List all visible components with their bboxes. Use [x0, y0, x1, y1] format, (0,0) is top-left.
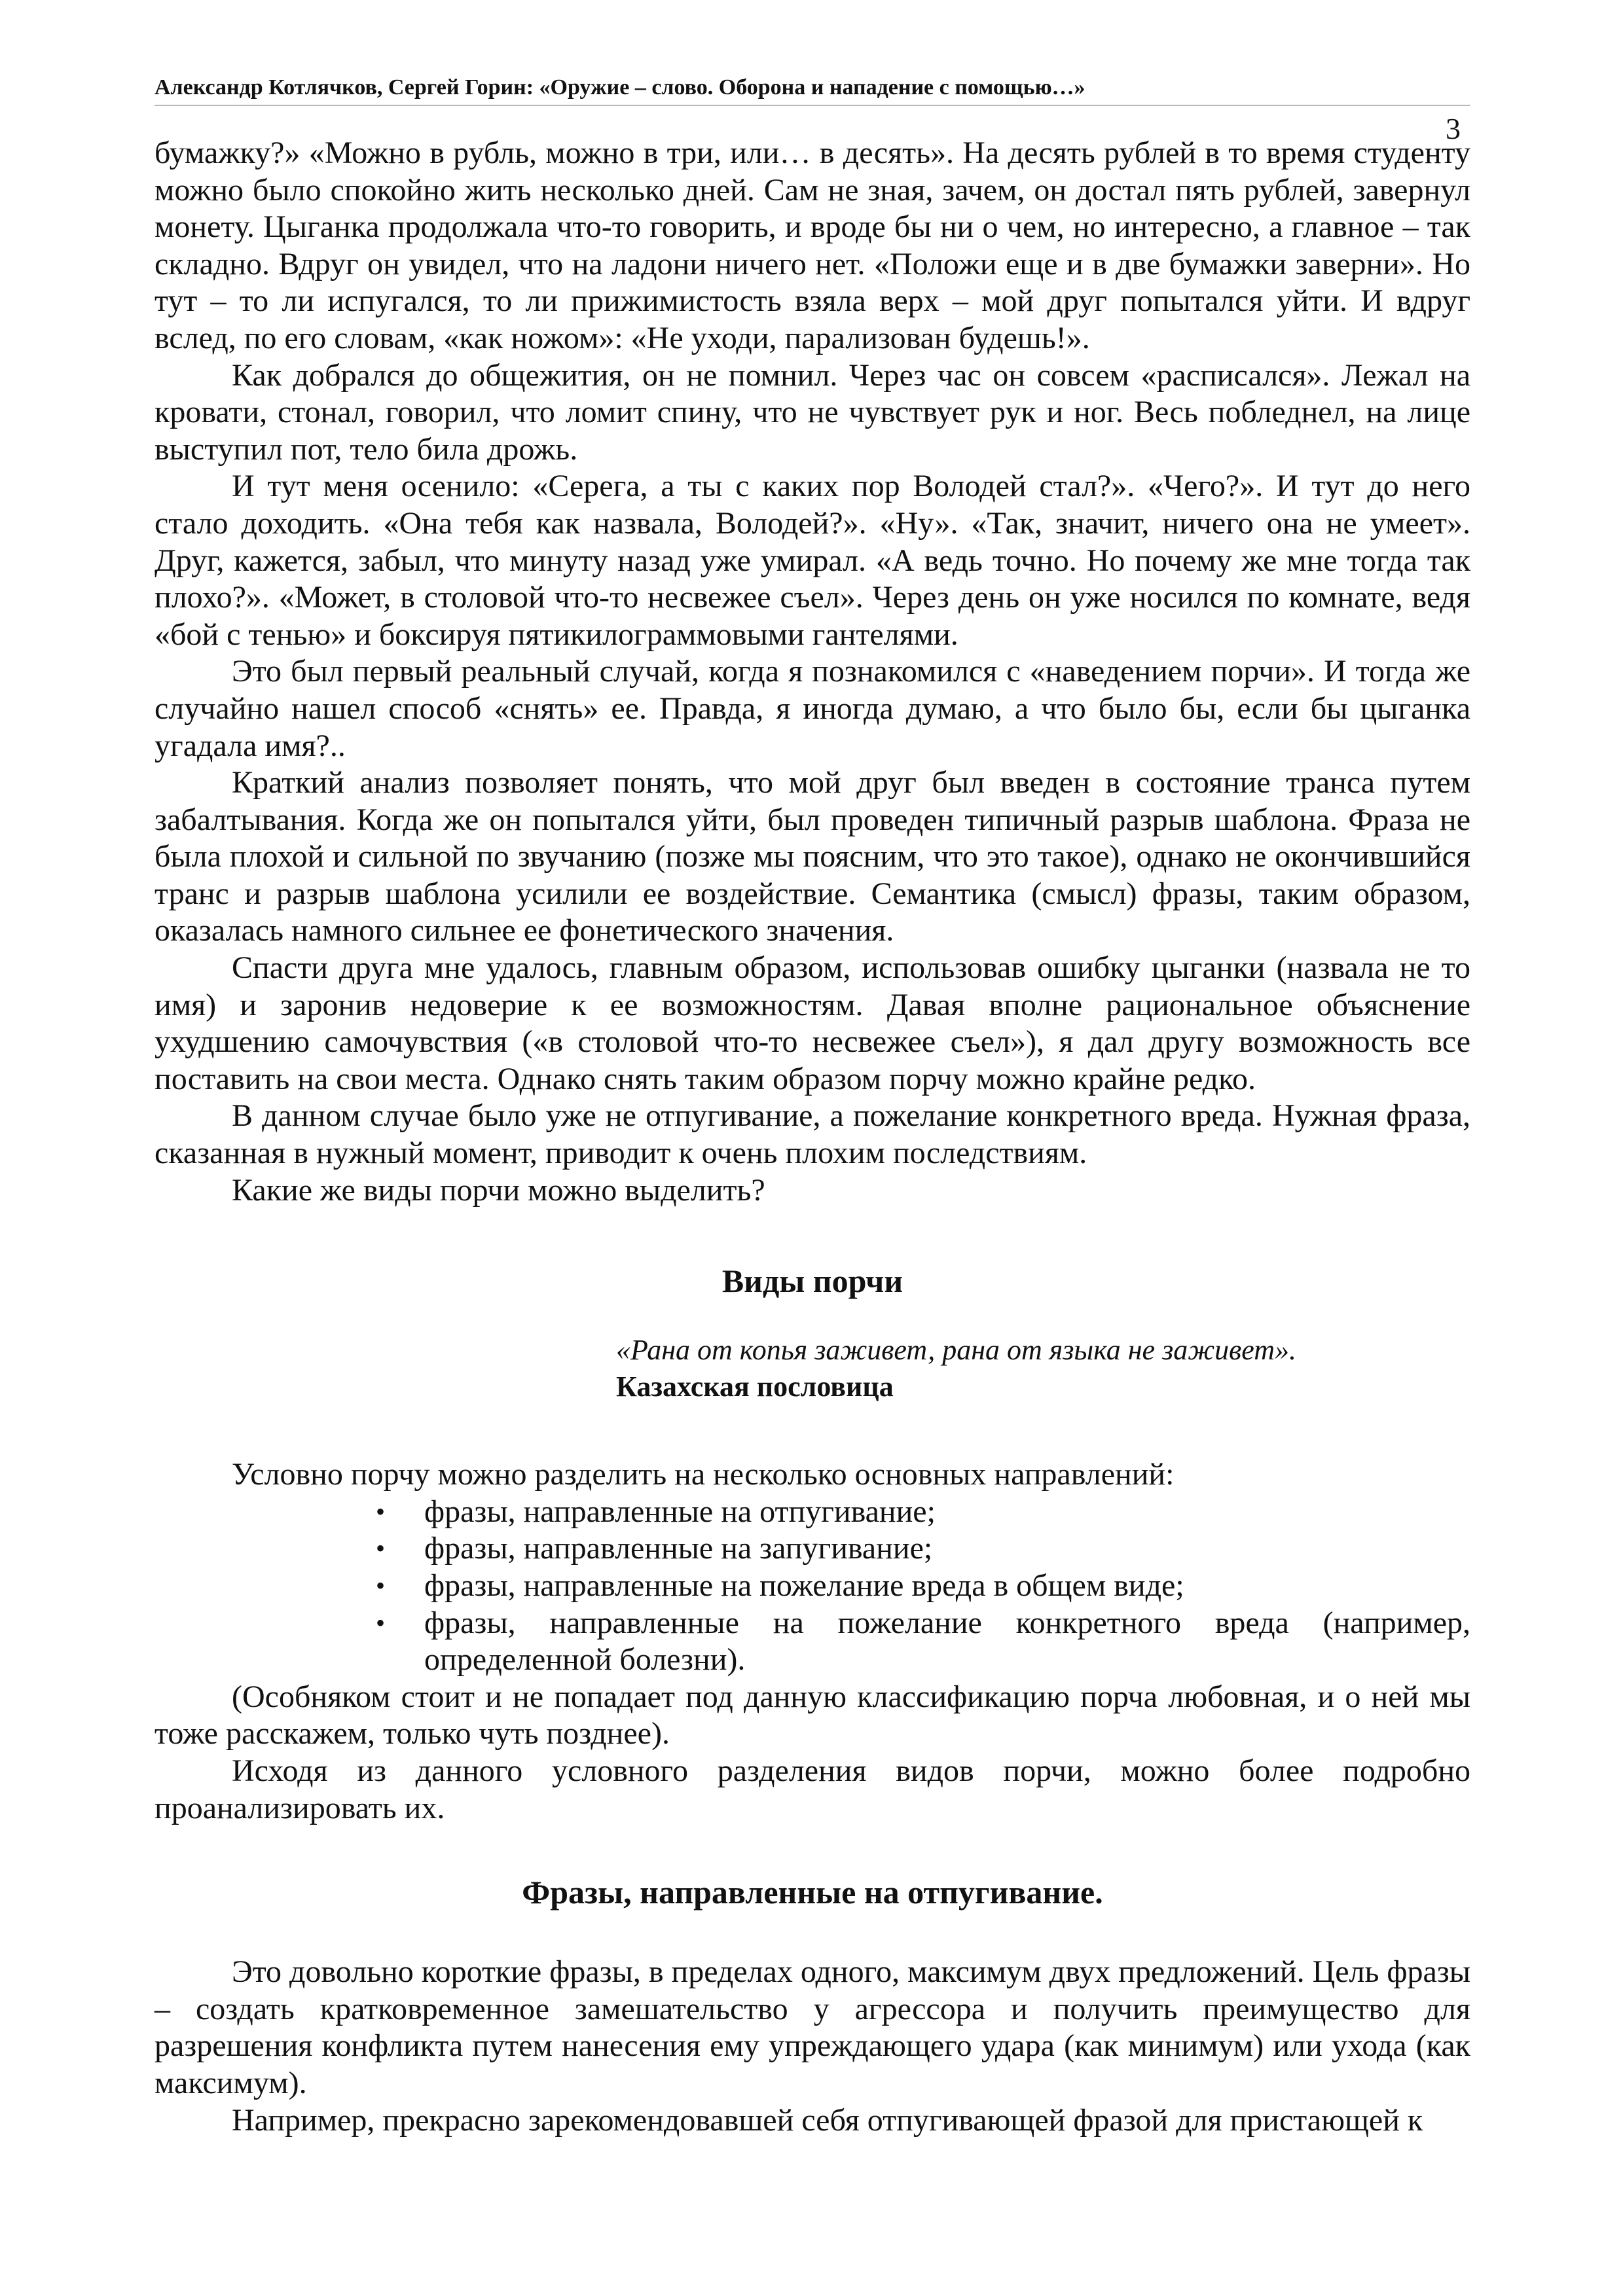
list-item [155, 1568, 1470, 1605]
document-body [155, 135, 1470, 2139]
bullet-icon: • [376, 1496, 386, 1526]
list-item [155, 1494, 1470, 1531]
paragraph: Например, прекрасно зарекомендовавшей себя отпугивающей фразой для пристающей к [232, 2102, 1423, 2138]
header-rule [155, 105, 1470, 106]
paragraph: (Особняком стоит и не попадает под данную классификацию порча любовная, и о ней мы тоже расскажем, только чуть позднее). [155, 1679, 1470, 1751]
page-number: 3 [1446, 112, 1461, 145]
paragraph: Это довольно короткие фразы, в пределах одного, максимум двух предложений. Цель фразы – создать кратковременное замешательство у агрессора и получить преимущество для разрешения конфликта путем нанесения ему упреждающего удара (как минимум) или ухода (как максимум). [155, 1954, 1470, 2100]
paragraph: Условно порчу можно разделить на несколько основных направлений: [232, 1457, 1175, 1492]
paragraph: Исходя из данного условного разделения видов порчи, можно более подробно проанализировать их. [155, 1753, 1470, 1825]
bullet-list [155, 1494, 1470, 1679]
list-item-text: фразы, направленные на пожелание вреда в общем виде; [424, 1568, 1184, 1603]
epigraph [616, 1332, 1470, 1405]
paragraph: бумажку?» «Можно в рубль, можно в три, или… в десять». На десять рублей в то время студенту можно было спокойно жить несколько дней. Сам не зная, зачем, он достал пять рублей, завернул монету. Цыганка продолжала что-то говорить, и вроде бы ни о чем, но интересно, а главное – так складно. Вдруг он увидел, что на ладони ничего нет. «Положи еще и в две бумажки заверни». Но тут – то ли испугался, то ли прижимистость взяла верх – мой друг попытался уйти. И вдруг вслед, по его словам, «как ножом»: «Не уходи, парализован будешь!». [155, 135, 1470, 355]
paragraph: Это был первый реальный случай, когда я познакомился с «наведением порчи». И тогда же случайно нашел способ «снять» ее. Правда, я иногда думаю, а что было бы, если бы цыганка угадала имя?.. [155, 654, 1470, 763]
list-item-text: фразы, направленные на запугивание; [424, 1531, 933, 1566]
list-item-text: фразы, направленные на пожелание конкретного вреда (например, определенной болезни). [424, 1605, 1470, 1677]
running-header: Александр Котлячков, Сергей Горин: «Оружие – слово. Оборона и нападение с помощью…» [155, 75, 1085, 99]
paragraph: Спасти друга мне удалось, главным образом, использовав ошибку цыганки (назвала не то имя) и заронив недоверие к ее возможностям. Давая вполне рациональное объяснение ухудшению самочувствия («в столовой что-то несвежее съел»), я дал другу возможность все поставить на свои места. Однако снять таким образом порчу можно крайне редко. [155, 950, 1470, 1096]
list-item [155, 1530, 1470, 1568]
section-heading-otpugivanie: Фразы, направленные на отпугивание. [522, 1874, 1103, 1911]
bullet-icon: • [376, 1534, 386, 1564]
bullet-icon: • [376, 1571, 386, 1600]
bullet-icon: • [376, 1607, 386, 1638]
epigraph-source: Казахская пословица [616, 1371, 894, 1403]
list-item [155, 1605, 1470, 1679]
paragraph: Как добрался до общежития, он не помнил. Через час он совсем «расписался». Лежал на кровати, стонал, говорил, что ломит спину, что не чувствует рук и ног. Весь побледнел, на лице выступил пот, тело била дрожь. [155, 357, 1470, 467]
paragraph: Краткий анализ позволяет понять, что мой друг был введен в состояние транса путем забалтывания. Когда же он попытался уйти, был проведен типичный разрыв шаблона. Фраза не была плохой и сильной по звучанию (позже мы поясним, что это такое), однако не окончившийся транс и разрыв шаблона усилили ее воздействие. Семантика (смысл) фразы, таким образом, оказалась намного сильнее ее фонетического значения. [155, 765, 1470, 948]
paragraph: И тут меня осенило: «Серега, а ты с каких пор Володей стал?». «Чего?». И тут до него стало доходить. «Она тебя как назвала, Володей?». «Ну». «Так, значит, ничего она не умеет». Друг, кажется, забыл, что минуту назад уже умирал. «А ведь точно. Но почему же мне тогда так плохо?». «Может, в столовой что-то несвежее съел». Через день он уже носился по комнате, ведя «бой с тенью» и боксируя пятикилограммовыми гантелями. [155, 469, 1470, 652]
section-heading-vidy-porchi: Виды порчи [721, 1263, 903, 1300]
list-item-text: фразы, направленные на отпугивание; [424, 1494, 936, 1529]
paragraph: Какие же виды порчи можно выделить? [232, 1172, 765, 1208]
epigraph-quote: «Рана от копья заживет, рана от языка не заживет». [616, 1334, 1296, 1367]
paragraph: В данном случае было уже не отпугивание, а пожелание конкретного вреда. Нужная фраза, сказанная в нужный момент, приводит к очень плохим последствиям. [155, 1098, 1470, 1171]
